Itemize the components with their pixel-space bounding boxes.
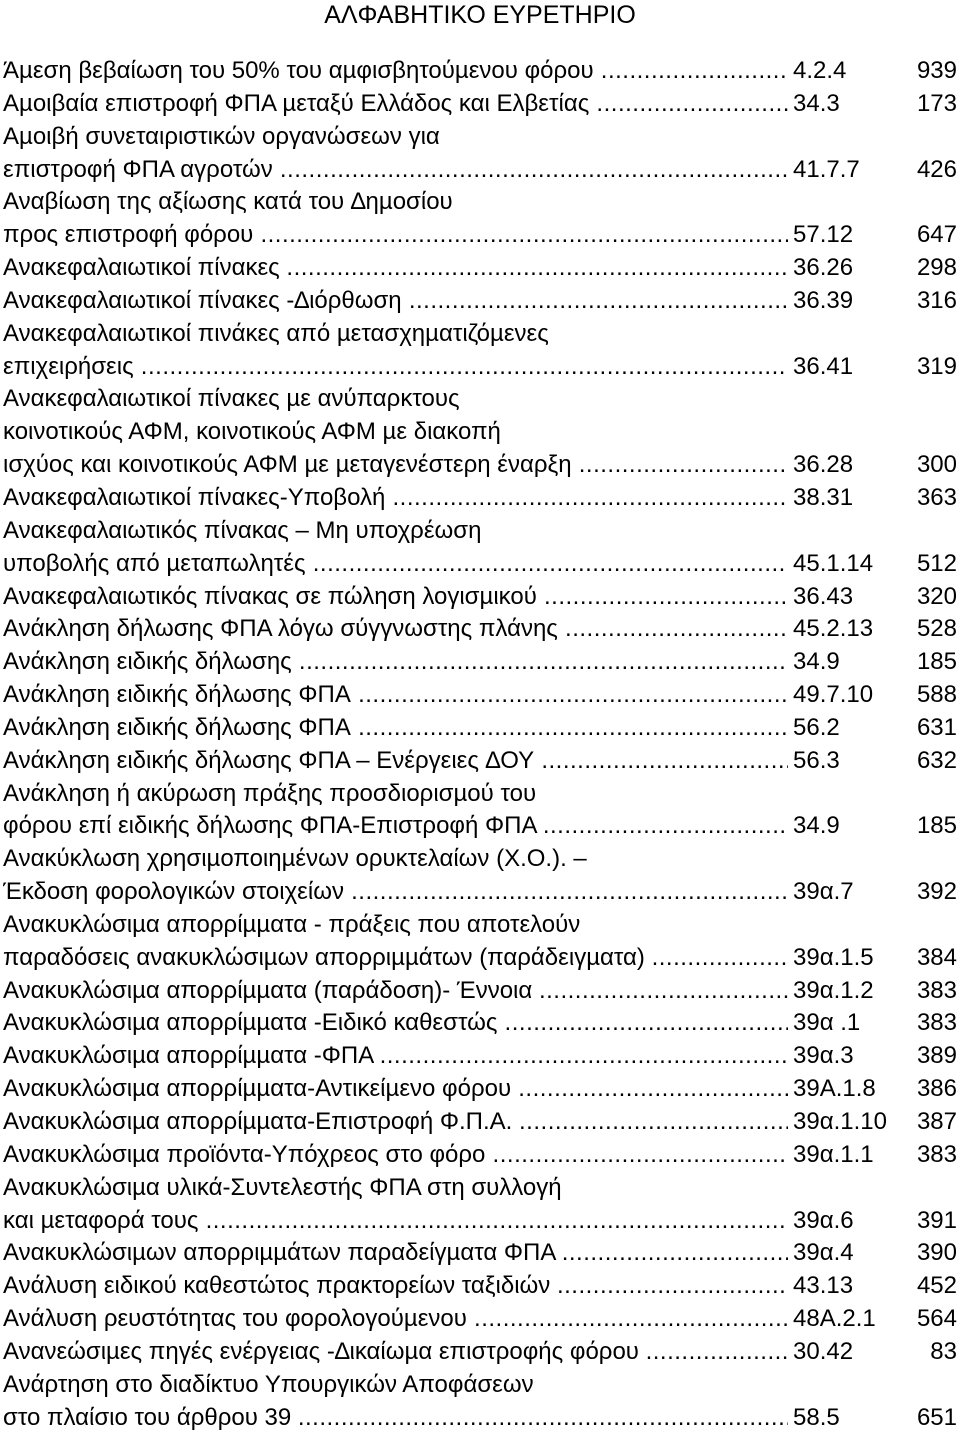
index-entry-term: Ανάκληση δήλωσης ΦΠΑ λόγω σύγγνωστης πλάνης ..... (3, 613, 788, 646)
index-entry-line (3, 975, 960, 1008)
index-entry-term: στο πλαίσιο του άρθρου 39 ..... (3, 1402, 788, 1434)
index-entry-page: 651 (916, 1403, 957, 1431)
index-entry-page: 185 (916, 648, 957, 676)
index-entry-section: 39Α.1.8 (791, 1073, 876, 1106)
index-entry-line (3, 548, 960, 581)
index-entry-term: Άµεση βεβαίωση του 50% του αµφισβητούµενου φόρου ..... (3, 55, 788, 88)
index-entry-term: Έκδοση φορολογικών στοιχείων ..... (3, 876, 788, 909)
index-entry (3, 1369, 960, 1434)
index-entry-line (3, 581, 960, 614)
index-entries-list (3, 55, 960, 1434)
index-entry-term: Ανακεφαλαιωτικός πίνακας σε πώληση λογισµικού ..... (3, 581, 788, 614)
index-entry-line (3, 843, 960, 876)
index-entry-line (3, 186, 960, 219)
index-entry-page: 426 (916, 155, 957, 183)
index-entry-term: Ανακεφαλαιωτικός πίνακας – Μη υποχρέωση (3, 516, 482, 544)
index-entry-section: 57.12 (791, 219, 853, 252)
index-entry (3, 646, 960, 679)
index-entry-section: 45.1.14 (791, 548, 873, 581)
index-entry-section: 39α.7 (791, 876, 854, 909)
index-entry-section: 36.26 (791, 252, 853, 285)
index-entry (3, 778, 960, 844)
index-entry-section: 39α.1.1 (791, 1139, 874, 1172)
index-entry-line (3, 1139, 960, 1172)
index-entry-section: 39α.1.10 (791, 1106, 887, 1139)
index-entry-page: 392 (916, 878, 957, 906)
index-entry-section: 39α.6 (791, 1205, 854, 1238)
index-entry-section: 39α.3 (791, 1040, 854, 1073)
index-entry-line (3, 778, 960, 811)
index-entry-line (3, 1336, 960, 1369)
index-entry-term: Ανακεφαλαιωτικοί πίνακες ..... (3, 252, 788, 285)
index-entry-term: Ανάλυση ειδικού καθεστώτος πρακτορείων ταξιδιών ..... (3, 1270, 788, 1303)
index-entry-term: Ανάρτηση στο διαδίκτυο Υπουργικών Αποφάσεων (3, 1370, 534, 1398)
index-entry (3, 1270, 960, 1303)
index-entry-page: 316 (916, 286, 957, 314)
index-entry-term: κοινοτικούς ΑΦΜ, κοινοτικούς ΑΦΜ µε διακοπή (3, 418, 501, 446)
index-entry-term: Αµοιβή συνεταιριστικών οργανώσεων για (3, 122, 440, 150)
index-entry (3, 383, 960, 482)
index-entry (3, 88, 960, 121)
index-entry-line (3, 1040, 960, 1073)
index-entry-line (3, 154, 960, 187)
index-entry-page: 391 (916, 1206, 957, 1234)
index-entry (3, 1172, 960, 1238)
index-entry-page: 383 (916, 1140, 957, 1168)
index-entry-section: 36.28 (791, 449, 853, 482)
index-entry-line (3, 1303, 960, 1336)
index-entry-term: Ανανεώσιµες πηγές ενέργειας -∆ικαίωµα επιστροφής φόρου ..... (3, 1336, 788, 1369)
index-entry-term: Αναβίωση της αξίωσης κατά του ∆ηµοσίου (3, 188, 453, 216)
index-entry-section: 58.5 (791, 1402, 840, 1434)
index-entry-line (3, 482, 960, 515)
index-entry-page: 564 (916, 1305, 957, 1333)
index-entry-section: 56.2 (791, 712, 840, 745)
index-entry (3, 679, 960, 712)
index-entry (3, 1303, 960, 1336)
index-entry-line (3, 810, 960, 843)
index-entry (3, 745, 960, 778)
index-entry-line (3, 1369, 960, 1402)
index-entry-term: Ανακυκλώσιµα προϊόντα-Υπόχρεος στο φόρο ..... (3, 1139, 788, 1172)
index-entry-page: 363 (916, 483, 957, 511)
index-entry (3, 252, 960, 285)
index-entry-page: 185 (916, 812, 957, 840)
index-entry-page: 452 (916, 1272, 957, 1300)
index-entry-line (3, 613, 960, 646)
index-entry-term: Ανακυκλώσιµα υλικά-Συντελεστής ΦΠΑ στη συλλογή (3, 1173, 562, 1201)
index-entry-line (3, 88, 960, 121)
index-entry-term: Ανακεφαλαιωτικοί πινάκες από µετασχηµατιζόµενες (3, 319, 549, 347)
index-entry-page: 389 (916, 1042, 957, 1070)
index-entry-page: 512 (916, 549, 957, 577)
index-entry-page: 631 (916, 713, 957, 741)
index-entry (3, 515, 960, 581)
index-entry-section: 34.3 (791, 88, 840, 121)
index-entry-section: 43.13 (791, 1270, 853, 1303)
index-entry-term: Ανακεφαλαιωτικοί πίνακες µε ανύπαρκτους (3, 385, 460, 413)
index-entry-line (3, 515, 960, 548)
index-entry-line (3, 383, 960, 416)
index-entry-section: 56.3 (791, 745, 840, 778)
index-entry (3, 975, 960, 1008)
index-entry-line (3, 745, 960, 778)
index-entry-line (3, 712, 960, 745)
index-entry-term: Ανάκληση ειδικής δήλωσης ..... (3, 646, 788, 679)
index-entry-section: 41.7.7 (791, 154, 860, 187)
index-entry-page: 386 (916, 1075, 957, 1103)
index-entry (3, 712, 960, 745)
index-entry (3, 318, 960, 384)
index-entry-section: 48Α.2.1 (791, 1303, 876, 1336)
index-entry-section: 39α.1.5 (791, 942, 874, 975)
index-entry-page: 588 (916, 681, 957, 709)
index-entry-line (3, 1073, 960, 1106)
index-entry-section: 34.9 (791, 646, 840, 679)
index-entry (3, 843, 960, 909)
index-entry-term: Ανακυκλώσιµων απορριµµάτων παραδείγµατα ΦΠΑ ..... (3, 1237, 788, 1270)
index-entry-line (3, 1106, 960, 1139)
index-title: ΑΛΦΑΒΗΤΙΚΟ ΕΥΡΕΤΗΡΙΟ (324, 1, 636, 29)
index-entry-term: επιστροφή ΦΠΑ αγροτών ..... (3, 154, 788, 187)
index-entry (3, 121, 960, 187)
index-entry (3, 1336, 960, 1369)
index-entry-term: ισχύος και κοινοτικούς ΑΦΜ µε µεταγενέστερη έναρξη ..... (3, 449, 788, 482)
index-entry-page: 528 (916, 615, 957, 643)
index-entry-page: 383 (916, 976, 957, 1004)
index-entry-section: 49.7.10 (791, 679, 873, 712)
index-entry-term: Ανάλυση ρευστότητας του φορολογούµενου ..... (3, 1303, 788, 1336)
index-entry-term: Ανακυκλώσιµα απορρίµµατα-Επιστροφή Φ.Π.Α. ..... (3, 1106, 788, 1139)
index-entry (3, 1106, 960, 1139)
index-entry-line (3, 942, 960, 975)
index-entry (3, 1007, 960, 1040)
index-entry-section: 39α.4 (791, 1237, 854, 1270)
index-entry-term: και µεταφορά τους ..... (3, 1205, 788, 1238)
index-entry (3, 1040, 960, 1073)
index-entry-section: 36.39 (791, 285, 853, 318)
index-entry (3, 482, 960, 515)
index-entry-line (3, 252, 960, 285)
index-entry-page: 383 (916, 1009, 957, 1037)
index-entry-section: 36.43 (791, 581, 853, 614)
index-entry-page: 83 (930, 1337, 957, 1365)
index-entry-term: Ανακύκλωση χρησιµοποιηµένων ορυκτελαίων (Χ.Ο.). – (3, 845, 587, 873)
index-entry (3, 909, 960, 975)
index-entry-term: Ανάκληση ή ακύρωση πράξης προσδιορισµού του (3, 779, 537, 807)
index-entry-page: 632 (916, 746, 957, 774)
index-entry-line (3, 1270, 960, 1303)
index-entry-line (3, 909, 960, 942)
index-entry-line (3, 1237, 960, 1270)
index-entry-page: 647 (916, 221, 957, 249)
index-entry (3, 186, 960, 252)
index-entry (3, 581, 960, 614)
index-entry-term: Ανακυκλώσιµα απορρίµµατα-Αντικείµενο φόρου ..... (3, 1073, 788, 1106)
index-entry-section: 30.42 (791, 1336, 853, 1369)
index-entry-page: 939 (916, 57, 957, 84)
index-entry-line (3, 679, 960, 712)
index-entry (3, 1073, 960, 1106)
index-entry-term: επιχειρήσεις ..... (3, 351, 788, 384)
index-entry-term: Ανάκληση ειδικής δήλωσης ΦΠΑ ..... (3, 712, 788, 745)
index-entry-page: 300 (916, 451, 957, 479)
index-entry-page: 173 (916, 89, 957, 117)
index-entry-term: προς επιστροφή φόρου ..... (3, 219, 788, 252)
index-entry-term: Ανακυκλώσιµα απορρίµµατα (παράδοση)- Έννοια ..... (3, 975, 788, 1008)
index-entry-line (3, 1007, 960, 1040)
index-entry-term: Ανάκληση ειδικής δήλωσης ΦΠΑ ..... (3, 679, 788, 712)
index-entry-term: Ανακυκλώσιµα απορρίµµατα -Ειδικό καθεστώς ..... (3, 1007, 788, 1040)
index-entry (3, 613, 960, 646)
index-entry-term: Ανακυκλώσιµα απορρίµµατα - πράξεις που αποτελούν (3, 910, 581, 938)
index-entry-line (3, 449, 960, 482)
index-entry-term: Ανακυκλώσιµα απορρίµµατα -ΦΠΑ ..... (3, 1040, 788, 1073)
index-entry-page: 387 (916, 1108, 957, 1135)
index-entry (3, 285, 960, 318)
index-entry-section: 39α.1.2 (791, 975, 874, 1008)
index-entry-line (3, 876, 960, 909)
index-entry-term: υποβολής από µεταπωλητές ..... (3, 548, 788, 581)
index-entry-line (3, 416, 960, 449)
index-entry-section: 38.31 (791, 482, 853, 515)
index-entry-line (3, 121, 960, 154)
index-entry (3, 1237, 960, 1270)
index-entry-term: Ανακεφαλαιωτικοί πίνακες-Υποβολή ..... (3, 482, 788, 515)
index-entry-line (3, 351, 960, 384)
index-entry-line (3, 55, 960, 88)
index-entry-section: 36.41 (791, 351, 853, 384)
index-entry-term: παραδόσεις ανακυκλώσιµων απορριµµάτων (παράδειγµατα) ..... (3, 942, 788, 975)
index-entry-section: 45.2.13 (791, 613, 873, 646)
index-entry-term: φόρου επί ειδικής δήλωσης ΦΠΑ-Επιστροφή ΦΠΑ ..... (3, 810, 788, 843)
index-entry-section: 39α .1 (791, 1007, 860, 1040)
index-entry-page: 320 (916, 582, 957, 610)
index-entry-line (3, 219, 960, 252)
index-entry-page: 384 (916, 943, 957, 971)
index-entry-line (3, 1172, 960, 1205)
index-entry-line (3, 1205, 960, 1238)
index-entry (3, 55, 960, 88)
index-entry-term: Ανάκληση ειδικής δήλωσης ΦΠΑ – Ενέργειες ∆ΟΥ ..... (3, 745, 788, 778)
index-entry-page: 390 (916, 1239, 957, 1267)
index-entry-term: Ανακεφαλαιωτικοί πίνακες -∆ιόρθωση ..... (3, 285, 788, 318)
index-entry-line (3, 646, 960, 679)
index-entry-page: 319 (916, 352, 957, 380)
index-entry-line (3, 318, 960, 351)
index-entry-line (3, 285, 960, 318)
index-entry (3, 1139, 960, 1172)
index-entry-term: Αµοιβαία επιστροφή ΦΠΑ µεταξύ Ελλάδος και Ελβετίας ..... (3, 88, 788, 121)
index-entry-section: 4.2.4 (791, 55, 846, 88)
index-entry-section: 34.9 (791, 810, 840, 843)
index-entry-page: 298 (916, 254, 957, 282)
